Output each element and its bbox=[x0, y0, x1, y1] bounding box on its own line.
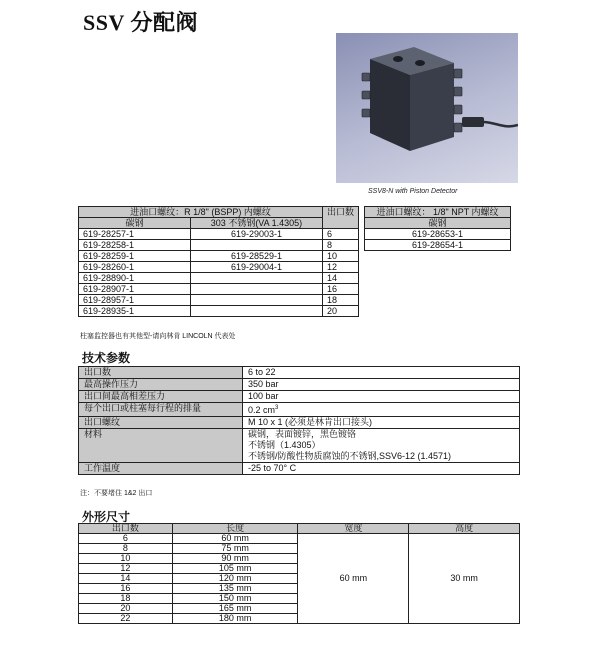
outlet-count: 6 bbox=[79, 534, 173, 544]
part-number-stainless bbox=[191, 295, 323, 306]
length-value: 165 mm bbox=[172, 604, 298, 614]
order-table-note: 柱塞监控器也有其他型-请向林肯 LINCOLN 代表处 bbox=[80, 333, 236, 340]
length-value: 75 mm bbox=[172, 544, 298, 554]
table-row bbox=[79, 240, 511, 251]
spec-value bbox=[243, 379, 520, 391]
table-row bbox=[79, 251, 511, 262]
col-header-length: 长度 bbox=[172, 524, 298, 534]
outlet-count: 8 bbox=[323, 240, 359, 251]
outlet-count: 16 bbox=[79, 584, 173, 594]
part-number-stainless: 619-29004-1 bbox=[191, 262, 323, 273]
spec-value bbox=[243, 417, 520, 429]
outlet-count: 18 bbox=[323, 295, 359, 306]
col-header-carbon: 碳钢 bbox=[79, 218, 191, 229]
order-number-table bbox=[78, 206, 511, 317]
spec-label: 材料 bbox=[79, 429, 243, 463]
part-number-carbon: 619-28258-1 bbox=[79, 240, 191, 251]
col-header-outlets: 出口数 bbox=[323, 207, 359, 229]
outlet-count: 14 bbox=[323, 273, 359, 284]
spec-value bbox=[243, 463, 520, 475]
width-value: 60 mm bbox=[298, 534, 409, 624]
length-value: 120 mm bbox=[172, 574, 298, 584]
dims-section-title: 外形尺寸 bbox=[82, 510, 131, 524]
part-number-carbon: 619-28935-1 bbox=[79, 306, 191, 317]
table-row bbox=[79, 534, 520, 544]
tech-spec-table bbox=[78, 366, 520, 475]
dimensions-table bbox=[78, 523, 520, 624]
table-row bbox=[79, 262, 511, 273]
outlet-count: 22 bbox=[79, 614, 173, 624]
table-row bbox=[79, 429, 520, 463]
length-value: 60 mm bbox=[172, 534, 298, 544]
spec-value-line: 不锈钢/防酸性物质腐蚀的不锈钢,SSV6-12 (1.4571) bbox=[248, 451, 452, 461]
length-value: 135 mm bbox=[172, 584, 298, 594]
outlet-count: 14 bbox=[79, 574, 173, 584]
tech-table-body bbox=[79, 367, 520, 475]
col-header-height: 高度 bbox=[409, 524, 520, 534]
tech-note: 注：不要堵住 1&2 出口 bbox=[80, 490, 153, 497]
unit-superscript: 3 bbox=[275, 405, 279, 411]
table-row bbox=[79, 367, 520, 379]
spec-value-text: 6 to 22 bbox=[248, 367, 276, 377]
part-number-carbon: 619-28907-1 bbox=[79, 284, 191, 295]
spec-value bbox=[243, 403, 520, 417]
part-number-carbon: 619-28257-1 bbox=[79, 229, 191, 240]
distributor-valve-image bbox=[336, 33, 518, 183]
part-number-stainless bbox=[191, 284, 323, 295]
part-number-stainless bbox=[191, 273, 323, 284]
outlet-count: 10 bbox=[79, 554, 173, 564]
table-row bbox=[79, 403, 520, 417]
height-value: 30 mm bbox=[409, 534, 520, 624]
table-row bbox=[79, 306, 511, 317]
part-number-carbon: 619-28957-1 bbox=[79, 295, 191, 306]
group-header-npt: 进油口螺纹： 1/8" NPT 内螺纹 bbox=[365, 207, 511, 218]
table-row bbox=[79, 284, 511, 295]
table-row bbox=[79, 295, 511, 306]
spec-value-text: 0.2 cm bbox=[248, 405, 276, 415]
spec-value-line: 不锈钢（1.4305） bbox=[248, 440, 321, 450]
tech-section-title: 技术参数 bbox=[82, 351, 131, 365]
group-header-bspp: 进油口螺纹：R 1/8" (BSPP) 内螺纹 bbox=[79, 207, 323, 218]
table-header-row bbox=[79, 218, 511, 229]
part-number-npt: 619-28653-1 bbox=[365, 229, 511, 240]
product-photo bbox=[336, 33, 518, 183]
spec-label: 工作温度 bbox=[79, 463, 243, 475]
length-value: 105 mm bbox=[172, 564, 298, 574]
length-value: 180 mm bbox=[172, 614, 298, 624]
part-number-carbon: 619-28260-1 bbox=[79, 262, 191, 273]
part-number-npt: 619-28654-1 bbox=[365, 240, 511, 251]
part-number-stainless bbox=[191, 240, 323, 251]
length-value: 90 mm bbox=[172, 554, 298, 564]
spec-label: 出口间最高相差压力 bbox=[79, 391, 243, 403]
spec-value-text: 100 bar bbox=[248, 391, 279, 401]
outlet-count: 10 bbox=[323, 251, 359, 262]
part-number-carbon: 619-28259-1 bbox=[79, 251, 191, 262]
table-header-row bbox=[79, 524, 520, 534]
table-row bbox=[79, 463, 520, 475]
table-row bbox=[79, 229, 511, 240]
spec-value bbox=[243, 367, 520, 379]
table-row bbox=[79, 417, 520, 429]
spec-value-text: M 10 x 1 (必须是林肯出口接头) bbox=[248, 417, 373, 427]
outlet-count: 18 bbox=[79, 594, 173, 604]
order-table-body bbox=[79, 229, 511, 317]
spec-value bbox=[243, 429, 520, 463]
outlet-count: 20 bbox=[323, 306, 359, 317]
part-number-stainless bbox=[191, 306, 323, 317]
part-number-stainless: 619-29003-1 bbox=[191, 229, 323, 240]
outlet-count: 6 bbox=[323, 229, 359, 240]
outlet-count: 8 bbox=[79, 544, 173, 554]
col-header-carbon-npt: 碳钢 bbox=[365, 218, 511, 229]
length-value: 150 mm bbox=[172, 594, 298, 604]
spec-label: 出口数 bbox=[79, 367, 243, 379]
table-row bbox=[79, 379, 520, 391]
spec-value-text: 350 bar bbox=[248, 379, 279, 389]
col-header-stainless: 303 不锈钢(VA 1.4305) bbox=[191, 218, 323, 229]
part-number-stainless: 619-28529-1 bbox=[191, 251, 323, 262]
col-header-outlets: 出口数 bbox=[79, 524, 173, 534]
spec-value bbox=[243, 391, 520, 403]
outlet-count: 20 bbox=[79, 604, 173, 614]
spec-value-text: -25 to 70° C bbox=[248, 463, 297, 473]
table-row bbox=[79, 391, 520, 403]
page-title: SSV 分配阀 bbox=[83, 10, 198, 35]
spec-label: 出口螺纹 bbox=[79, 417, 243, 429]
outlet-count: 16 bbox=[323, 284, 359, 295]
spec-value-line: 碳钢，表面镀锌，黑色镀铬 bbox=[248, 429, 357, 439]
spec-label: 每个出口或柱塞每行程的排量 bbox=[79, 403, 243, 417]
col-header-width: 宽度 bbox=[298, 524, 409, 534]
part-number-carbon: 619-28890-1 bbox=[79, 273, 191, 284]
outlet-count: 12 bbox=[79, 564, 173, 574]
table-header-row bbox=[79, 207, 511, 218]
table-row bbox=[79, 273, 511, 284]
dims-table-body bbox=[79, 534, 520, 624]
spec-label: 最高操作压力 bbox=[79, 379, 243, 391]
photo-caption: SSV8-N with Piston Detector bbox=[368, 188, 458, 195]
outlet-count: 12 bbox=[323, 262, 359, 273]
